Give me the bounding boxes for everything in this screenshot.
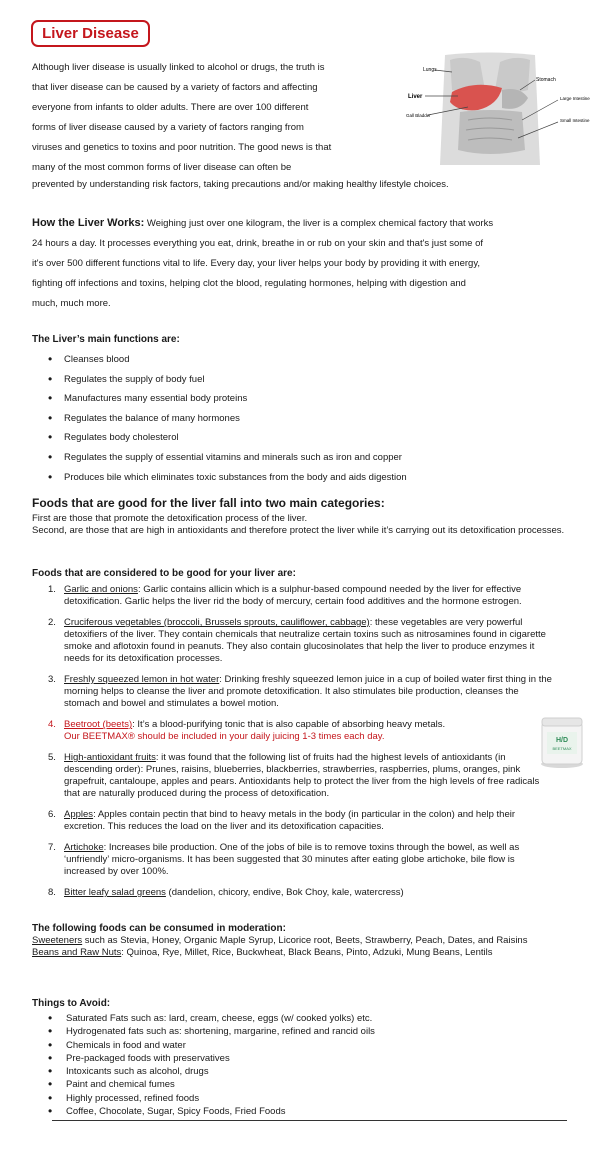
page-title: Liver Disease — [31, 20, 150, 47]
intro-paragraph — [32, 58, 377, 178]
list-item: • Cleanses blood — [48, 350, 407, 370]
list-item: • Hydrogenated fats such as: shortening, margarine, refined and rancid oils — [48, 1025, 375, 1038]
good-foods-title: Foods that are considered to be good for your liver are: — [32, 568, 296, 579]
nuts-text: : Quinoa, Rye, Millet, Rice, Buckwheat, Black Beans, Pinto, Adzuki, Mung Beans, Lentils — [121, 947, 493, 958]
list-item — [48, 719, 556, 743]
list-item: • Pre-packaged foods with preservatives — [48, 1052, 375, 1065]
food-name: Cruciferous vegetables (broccoli, Brussels sprouts, cauliflower, cabbage) — [64, 617, 370, 628]
avoid-list — [48, 1012, 375, 1118]
list-item: • Manufactures many essential body proteins — [48, 389, 407, 409]
list-item — [48, 887, 556, 899]
figure-label-large-intestine: Large Intestine — [560, 96, 590, 101]
categories-line: Second, are those that are high in antioxidants and therefore protect the liver while it’s carrying out its detoxification processes. — [32, 525, 565, 536]
intro-line: everyone from infants to older adults. There are over 100 different — [32, 102, 309, 113]
food-text: (dandelion, chicory, endive, Bok Choy, kale, watercress) — [165, 887, 404, 898]
how-liver-works-section — [32, 213, 567, 314]
good-foods-list — [48, 584, 556, 908]
list-item: • Chemicals in food and water — [48, 1039, 375, 1052]
list-item — [48, 842, 556, 878]
figure-label-stomach: Stomach — [536, 77, 556, 83]
item-number: 7. — [48, 842, 56, 853]
categories-title: Foods that are good for the liver fall into two main categories: — [32, 496, 385, 510]
jar-logo-text: H/D — [555, 737, 569, 744]
list-item: • Regulates the supply of body fuel — [48, 370, 407, 390]
categories-body — [32, 513, 567, 537]
how-line: 24 hours a day. It processes everything you eat, drink, breathe in or rub on your skin and that's just some of — [32, 238, 484, 249]
food-name: High-antioxidant fruits — [64, 752, 156, 763]
how-line: fighting off infections and toxins, helping clot the blood, regulating hormones, helping with digestion and — [32, 278, 466, 289]
food-text: : Drinking freshly squeezed lemon juice in a cup of boiled water first thing in the morning helps to cleanse the liver and promote detoxification. It also stimulates bile production, cleanses the stomach and bowel and stimulates a bowel motion. — [64, 674, 552, 709]
list-item: • Saturated Fats such as: lard, cream, cheese, eggs (w/ cooked yolks) etc. — [48, 1012, 375, 1025]
intro-line: that liver disease can be caused by a variety of factors and affecting — [32, 82, 318, 93]
figure-label-lungs: Lungs — [423, 67, 437, 73]
moderation-line — [32, 947, 567, 959]
bottom-divider — [52, 1120, 567, 1121]
item-number: 2. — [48, 617, 56, 628]
intro-line: Although liver disease is usually linked to alcohol or drugs, the truth is — [32, 62, 325, 73]
how-line: much, much more. — [32, 298, 111, 309]
item-number: 5. — [48, 752, 56, 763]
list-item — [48, 584, 556, 608]
sweeteners-text: such as Stevia, Honey, Organic Maple Syrup, Licorice root, Beets, Strawberry, Peach, Dates, and Raisins — [82, 935, 528, 946]
food-text: : it was found that the following list of fruits had the highest levels of antioxidants (in descending order): Prunes, raisins, blueberries, blackberries, strawberries, raspberries, plums, oranges, pink grapefruit, cantaloupe, apples and pears. Antioxidants help to protect the liver from the high levels of free radicals that are naturally produced during the process of detoxification. — [64, 752, 540, 799]
list-item — [48, 674, 556, 710]
categories-line: First are those that promote the detoxification process of the liver. — [32, 513, 308, 524]
list-item: • Coffee, Chocolate, Sugar, Spicy Foods, Fried Foods — [48, 1105, 375, 1118]
beetmax-jar-image — [537, 712, 587, 770]
food-text: : Garlic contains allicin which is a sulphur-based compound needed by the liver for effective detoxification. Garlic helps the liver rid the body of mercury, certain food additives and the hormone estrogen. — [64, 584, 522, 607]
item-number: 1. — [48, 584, 56, 595]
how-line: it's over 500 different functions vital to life. Every day, your liver helps your body by providing it with energy, — [32, 258, 481, 269]
food-text: : Increases bile production. One of the jobs of bile is to remove toxins through the bowel, as well as ‘unfriendly’ micro-organisms. It has been suggested that 30 minutes after eating globe artichoke, bile flow is increased by over 100%. — [64, 842, 520, 877]
item-number: 4. — [48, 719, 56, 730]
list-item: • Produces bile which eliminates toxic substances from the body and aids digestion — [48, 468, 407, 488]
item-number: 6. — [48, 809, 56, 820]
how-heading: How the Liver Works: — [32, 217, 145, 229]
how-line — [32, 213, 567, 234]
list-item: • Highly processed, refined foods — [48, 1092, 375, 1105]
list-item — [48, 809, 556, 833]
beetmax-note: Our BEETMAX® should be included in your daily juicing 1-3 times each day. — [64, 731, 385, 742]
intro-last-line: prevented by understanding risk factors, taking precautions and/or making healthy lifestyle choices. — [32, 179, 449, 190]
jar-product-text: BEETMAX — [552, 746, 572, 751]
food-text: : Apples contain pectin that bind to heavy metals in the body (in particular in the colon) and help their excretion. This reduces the load on the liver and its detoxification capacities. — [64, 809, 516, 832]
moderation-body — [32, 935, 567, 959]
item-number: 3. — [48, 674, 56, 685]
intro-line: forms of liver disease caused by a variety of factors ranging from — [32, 122, 304, 133]
list-item: • Paint and chemical fumes — [48, 1078, 375, 1091]
liver-anatomy-illustration — [390, 50, 590, 165]
list-item — [48, 617, 556, 665]
functions-list — [48, 350, 407, 487]
list-item: • Regulates the supply of essential vitamins and minerals such as iron and copper — [48, 448, 407, 468]
item-number: 8. — [48, 887, 56, 898]
list-item: • Intoxicants such as alcohol, drugs — [48, 1065, 375, 1078]
nuts-label: Beans and Raw Nuts — [32, 947, 122, 958]
food-text: : It’s a blood-purifying tonic that is also capable of absorbing heavy metals. — [132, 719, 446, 730]
food-name: Freshly squeezed lemon in hot water — [64, 674, 220, 685]
intro-line: viruses and genetics to toxins and poor nutrition. The good news is that — [32, 142, 332, 153]
list-item: • Regulates body cholesterol — [48, 428, 407, 448]
intro-line: many of the most common forms of liver disease can often be — [32, 162, 292, 173]
figure-label-gallbladder: Gall Bladder — [406, 113, 431, 118]
figure-label-small-intestine: Small Intestine — [560, 118, 590, 123]
avoid-title: Things to Avoid: — [32, 998, 111, 1009]
figure-label-liver: Liver — [408, 94, 423, 100]
moderation-line — [32, 935, 567, 947]
list-item: • Regulates the balance of many hormones — [48, 409, 407, 429]
how-line-text: Weighing just over one kilogram, the liver is a complex chemical factory that works — [144, 218, 494, 229]
food-name: Bitter leafy salad greens — [64, 887, 166, 898]
food-name: Garlic and onions — [64, 584, 138, 595]
food-name: Artichoke — [64, 842, 104, 853]
sweeteners-label: Sweeteners — [32, 935, 83, 946]
moderation-title: The following foods can be consumed in moderation: — [32, 923, 286, 934]
food-name: Apples — [64, 809, 94, 820]
functions-title: The Liver’s main functions are: — [32, 334, 180, 345]
food-name: Beetroot (beets) — [64, 719, 133, 730]
food-text: : these vegetables are very powerful detoxifiers of the liver. They contain chemicals that neutralize certain toxins such as nitrosamines found in cigarette smoke and aflotoxin found in peanuts. They also contain glucosinolates that help the liver to produce enzymes it needs for its detoxification processes. — [64, 617, 546, 664]
list-item — [48, 752, 556, 800]
